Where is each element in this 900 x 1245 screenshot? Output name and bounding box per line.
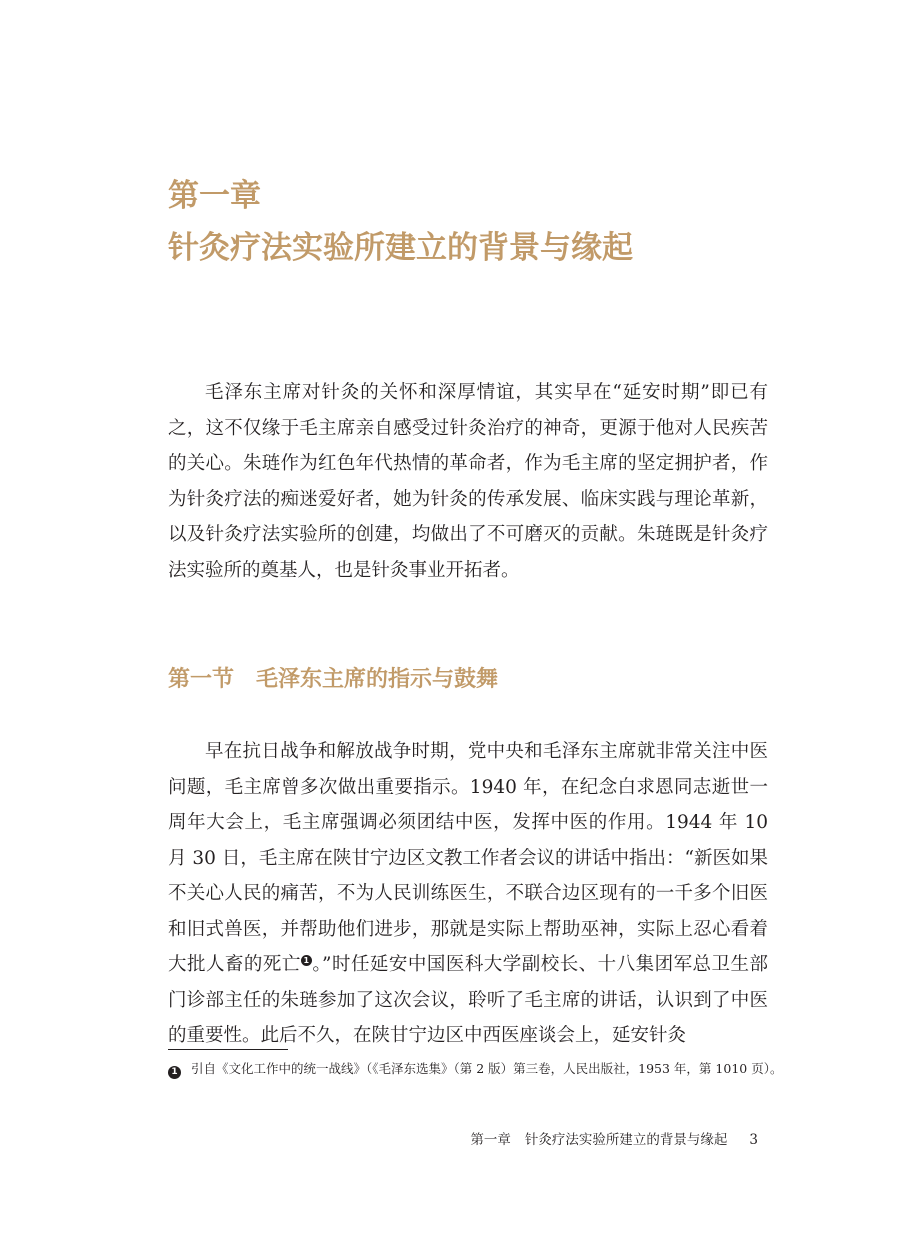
footer-chapter: 第一章 [470,1132,511,1148]
section-heading [168,665,498,695]
section-text-before-note: 早在抗日战争和解放战争时期，党中央和毛泽东主席就非常关注中医问题，毛主席曾多次做出重要指示。1940 年，在纪念白求恩同志逝世一周年大会上，毛主席强调必须团结中医，发挥中医的作用。1944 年 10 月 30 日，毛主席在陕甘宁边区文教工作者会议的讲话中指出：“新医如果不关心人民的痛苦，不为人民训练医生，不联合边区现有的一千多个旧医和旧式兽医，并帮助他们进步，那就是实际上帮助巫神，实际上忍心看着大批人畜的死亡 [168,741,768,975]
running-footer [470,1130,758,1150]
chapter-title: 针灸疗法实验所建立的背景与缘起 [168,230,633,266]
footnote [168,1060,783,1079]
section-paragraph [168,734,768,1054]
footnote-marker: 1 [168,1066,181,1079]
footnote-divider [168,1049,288,1050]
footer-title: 针灸疗法实验所建立的背景与缘起 [524,1132,728,1148]
intro-paragraph: 毛泽东主席对针灸的关怀和深厚情谊，其实早在“延安时期”即已有之，这不仅缘于毛主席亲自感受过针灸治疗的神奇，更源于他对人民疾苦的关心。朱琏作为红色年代热情的革命者，作为毛主席的坚定拥护者，作为针灸疗法的痴迷爱好者，她为针灸的传承发展、临床实践与理论革新，以及针灸疗法实验所的创建，均做出了不可磨灭的贡献。朱琏既是针灸疗法实验所的奠基人，也是针灸事业开拓者。 [168,382,768,581]
page-number: 3 [749,1132,758,1148]
section-text-after-note: 。”时任延安中国医科大学副校长、十八集团军总卫生部门诊部主任的朱琏参加了这次会议，聆听了毛主席的讲话，认识到了中医的重要性。此后不久，在陕甘宁边区中西医座谈会上，延安针灸 [168,954,768,1046]
section-number: 第一节 [168,667,235,692]
footnote-text: 引自《文化工作中的统一战线》（《毛泽东选集》（第 2 版）第三卷，人民出版社，1953 年，第 1010 页）。 [191,1061,783,1076]
section-title: 毛泽东主席的指示与鼓舞 [256,667,499,692]
footnote-reference-marker[interactable]: 1 [301,955,312,966]
chapter-label: 第一章 [168,178,261,214]
